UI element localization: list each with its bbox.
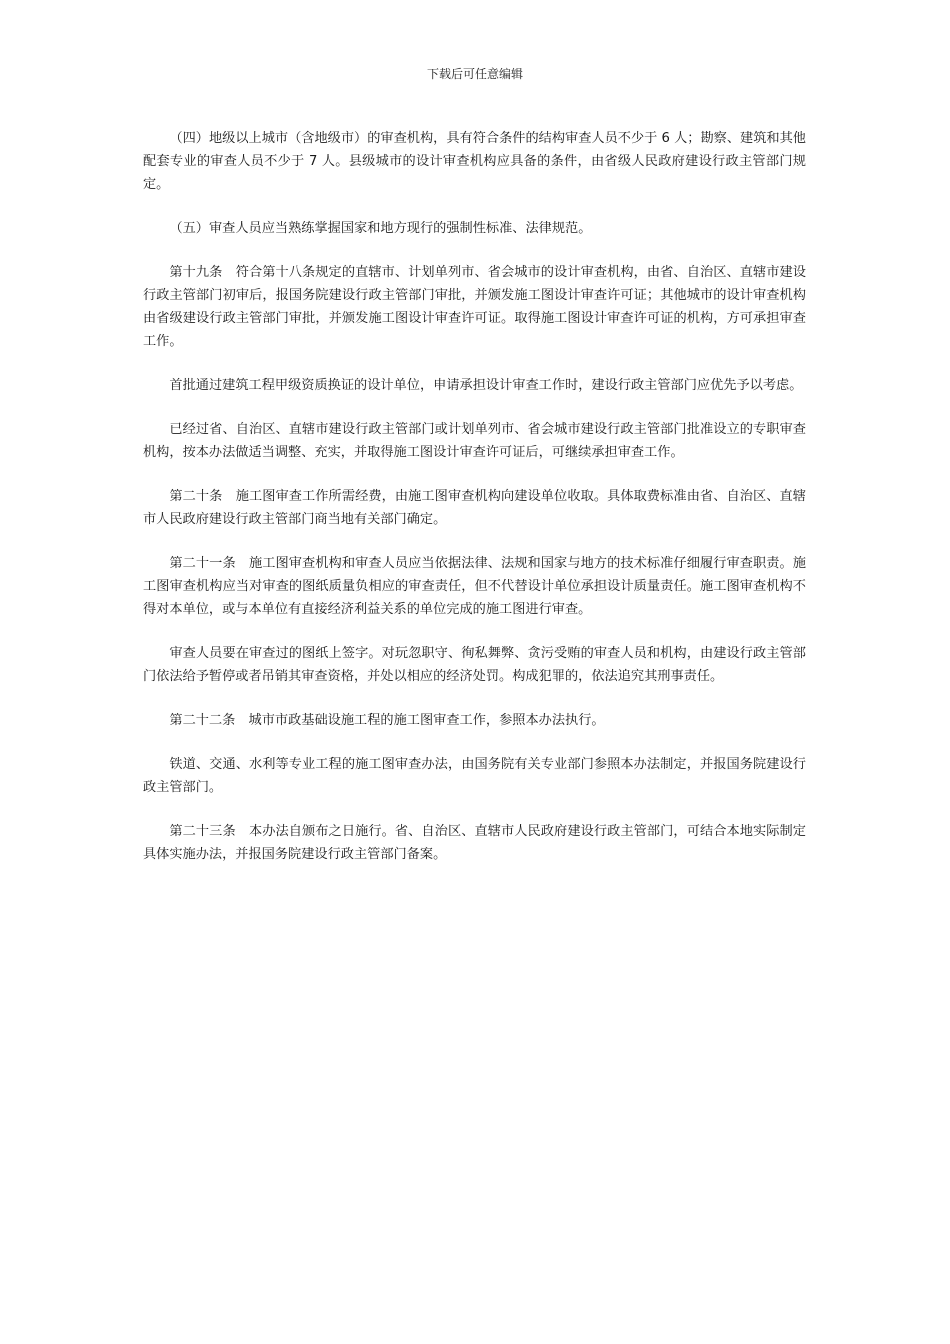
paragraph-item-5: （五）审查人员应当熟练掌握国家和地方现行的强制性标准、法律规范。 (169, 221, 592, 236)
article-19: 第十九条 符合第十八条规定的直辖市、计划单列市、省会城市的设计审查机构，由省、自治区、直辖市建设行政主管部门初审后，报国务院建设行政主管部门审批，并颁发施工图设计审查许可证；其他城市的设计审查机构由省级建设行政主管部门审批，并颁发施工图设计审查许可证。取得施工图设计审查许可证的机构，方可承担审查工作。 (143, 265, 806, 349)
paragraph-item-4: （四）地级以上城市（含地级市）的审查机构，具有符合条件的结构审查人员不少于 6 人；勘察、建筑和其他配套专业的审查人员不少于 7 人。县级城市的设计审查机构应具备的条件，由省级人民政府建设行政主管部门规定。 (143, 131, 806, 192)
article-22-paragraph-2: 铁道、交通、水利等专业工程的施工图审查办法，由国务院有关专业部门参照本办法制定，并报国务院建设行政主管部门。 (143, 757, 806, 795)
article-20: 第二十条 施工图审查工作所需经费，由施工图审查机构向建设单位收取。具体取费标准由省、自治区、直辖市人民政府建设行政主管部门商当地有关部门确定。 (143, 489, 806, 527)
article-19-paragraph-3: 已经过省、自治区、直辖市建设行政主管部门或计划单列市、省会城市建设行政主管部门批准设立的专职审查机构，按本办法做适当调整、充实，并取得施工图设计审查许可证后，可继续承担审查工作。 (143, 422, 806, 460)
document-body (143, 127, 806, 887)
article-22: 第二十二条 城市市政基础设施工程的施工图审查工作，参照本办法执行。 (169, 713, 605, 728)
article-23: 第二十三条 本办法自颁布之日施行。省、自治区、直辖市人民政府建设行政主管部门，可结合本地实际制定具体实施办法，并报国务院建设行政主管部门备案。 (143, 824, 806, 862)
article-21-paragraph-2: 审查人员要在审查过的图纸上签字。对玩忽职守、徇私舞弊、贪污受贿的审查人员和机构，由建设行政主管部门依法给予暂停或者吊销其审查资格，并处以相应的经济处罚。构成犯罪的，依法追究其刑事责任。 (143, 646, 806, 684)
page-header: 下载后可任意编辑 (426, 67, 523, 81)
article-21: 第二十一条 施工图审查机构和审查人员应当依据法律、法规和国家与地方的技术标准仔细履行审查职责。施工图审查机构应当对审查的图纸质量负相应的审查责任，但不代替设计单位承担设计质量责任。施工图审查机构不得对本单位，或与本单位有直接经济利益关系的单位完成的施工图进行审查。 (143, 556, 806, 617)
article-19-paragraph-2: 首批通过建筑工程甲级资质换证的设计单位，申请承担设计审查工作时，建设行政主管部门应优先予以考虑。 (169, 378, 803, 393)
